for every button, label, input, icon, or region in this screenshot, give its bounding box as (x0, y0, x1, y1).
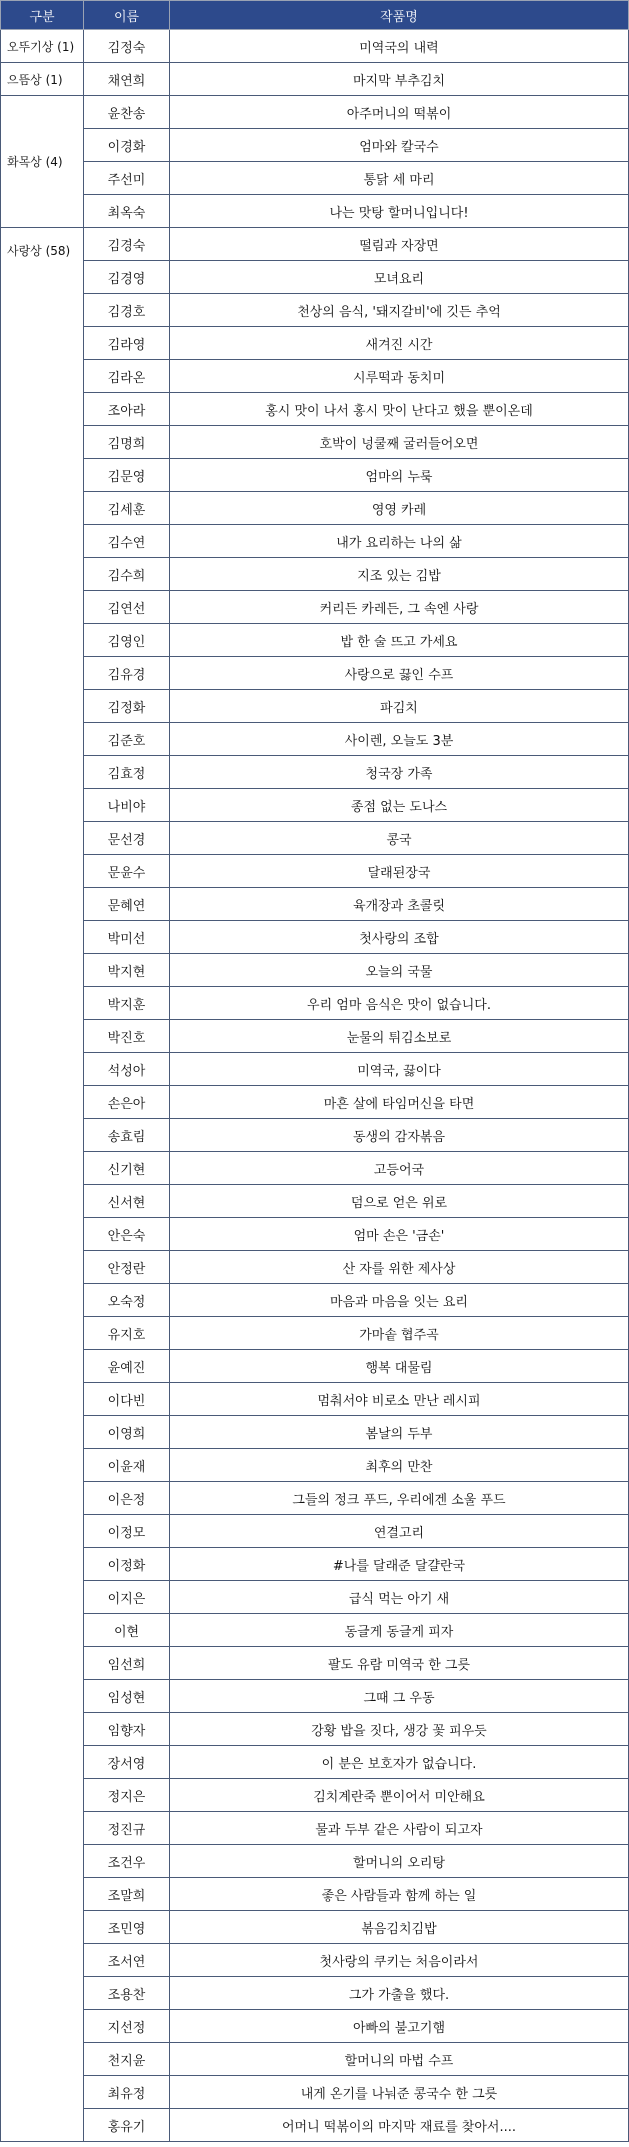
winner-name-cell: 송효림 (84, 1119, 170, 1152)
work-title-cell: 눈물의 튀김소보로 (170, 1020, 629, 1053)
work-title-cell: 오늘의 국물 (170, 954, 629, 987)
work-title-cell: 달래된장국 (170, 855, 629, 888)
work-title-cell: 첫사랑의 쿠키는 처음이라서 (170, 1944, 629, 1977)
table-row (1, 162, 629, 195)
table-row (1, 624, 629, 657)
winner-name-cell: 조용찬 (84, 1977, 170, 2010)
winner-name-cell: 정진규 (84, 1812, 170, 1845)
winner-name-cell: 정지은 (84, 1779, 170, 1812)
table-row (1, 1944, 629, 1977)
work-title-cell: 마흔 살에 타임머신을 타면 (170, 1086, 629, 1119)
table-row (1, 789, 629, 822)
table-row (1, 2076, 629, 2109)
table-row (1, 30, 629, 63)
award-category-cell: 화목상 (4) (1, 96, 84, 228)
work-title-cell: 사랑으로 끓인 수프 (170, 657, 629, 690)
work-title-cell: 최후의 만찬 (170, 1449, 629, 1482)
winner-name-cell: 이정화 (84, 1548, 170, 1581)
winner-name-cell: 조서연 (84, 1944, 170, 1977)
work-title-cell: 아빠의 불고기햄 (170, 2010, 629, 2043)
work-title-cell: 가마솥 협주곡 (170, 1317, 629, 1350)
work-title-cell: 김치계란죽 뿐이어서 미안해요 (170, 1779, 629, 1812)
winner-name-cell: 김문영 (84, 459, 170, 492)
table-row (1, 393, 629, 426)
table-row (1, 1647, 629, 1680)
table-row (1, 690, 629, 723)
winner-name-cell: 이현 (84, 1614, 170, 1647)
table-row (1, 1218, 629, 1251)
winner-name-cell: 문윤수 (84, 855, 170, 888)
table-row (1, 1548, 629, 1581)
table-row (1, 1053, 629, 1086)
table-row (1, 591, 629, 624)
work-title-cell: 엄마 손은 '금손' (170, 1218, 629, 1251)
work-title-cell: 커리든 카레든, 그 속엔 사랑 (170, 591, 629, 624)
table-row (1, 228, 629, 261)
work-title-cell: 팔도 유람 미역국 한 그릇 (170, 1647, 629, 1680)
table-row (1, 1779, 629, 1812)
winner-name-cell: 조아라 (84, 393, 170, 426)
work-title-cell: 우리 엄마 음식은 맛이 없습니다. (170, 987, 629, 1020)
table-row (1, 1317, 629, 1350)
winner-name-cell: 오숙정 (84, 1284, 170, 1317)
winner-name-cell: 이경화 (84, 129, 170, 162)
table-row (1, 261, 629, 294)
table-row (1, 2010, 629, 2043)
table-row (1, 1746, 629, 1779)
work-title-cell: 할머니의 마법 수프 (170, 2043, 629, 2076)
work-title-cell: 엄마의 누룩 (170, 459, 629, 492)
work-title-cell: 육개장과 초콜릿 (170, 888, 629, 921)
table-row (1, 822, 629, 855)
winner-name-cell: 김라영 (84, 327, 170, 360)
work-title-cell: 호박이 넝쿨째 굴러들어오면 (170, 426, 629, 459)
winner-name-cell: 김효정 (84, 756, 170, 789)
winner-name-cell: 주선미 (84, 162, 170, 195)
work-title-cell: 미역국, 끓이다 (170, 1053, 629, 1086)
winner-name-cell: 조민영 (84, 1911, 170, 1944)
table-row (1, 2109, 629, 2142)
table-row (1, 1515, 629, 1548)
table-row (1, 1350, 629, 1383)
table-row (1, 756, 629, 789)
table-row (1, 558, 629, 591)
table-row (1, 327, 629, 360)
table-row (1, 360, 629, 393)
table-body (1, 30, 629, 2142)
work-title-cell: 청국장 가족 (170, 756, 629, 789)
table-header-row (1, 1, 629, 30)
table-row (1, 525, 629, 558)
winner-name-cell: 윤찬송 (84, 96, 170, 129)
work-title-cell: 첫사랑의 조합 (170, 921, 629, 954)
work-title-cell: 내게 온기를 나눠준 콩국수 한 그릇 (170, 2076, 629, 2109)
work-title-cell: 물과 두부 같은 사람이 되고자 (170, 1812, 629, 1845)
table-row (1, 129, 629, 162)
winner-name-cell: 임향자 (84, 1713, 170, 1746)
winner-name-cell: 김정화 (84, 690, 170, 723)
work-title-cell: 그때 그 우동 (170, 1680, 629, 1713)
table-row (1, 426, 629, 459)
work-title-cell: 콩국 (170, 822, 629, 855)
work-title-cell: 좋은 사람들과 함께 하는 일 (170, 1878, 629, 1911)
work-title-cell: 영영 카레 (170, 492, 629, 525)
work-title-cell: 동글게 동글게 피자 (170, 1614, 629, 1647)
work-title-cell: 할머니의 오리탕 (170, 1845, 629, 1878)
table-row (1, 888, 629, 921)
table-row (1, 723, 629, 756)
work-title-cell: 지조 있는 김밥 (170, 558, 629, 591)
work-title-cell: 급식 먹는 아기 새 (170, 1581, 629, 1614)
winner-name-cell: 김경숙 (84, 228, 170, 261)
table-row (1, 96, 629, 129)
table-row (1, 1812, 629, 1845)
winner-name-cell: 석성아 (84, 1053, 170, 1086)
header-category: 구분 (1, 1, 84, 30)
table-row (1, 1383, 629, 1416)
work-title-cell: 엄마와 칼국수 (170, 129, 629, 162)
work-title-cell: 어머니 떡볶이의 마지막 재료를 찾아서.... (170, 2109, 629, 2142)
table-row (1, 1680, 629, 1713)
table-row (1, 2043, 629, 2076)
winner-name-cell: 김라온 (84, 360, 170, 393)
work-title-cell: 천상의 음식, '돼지갈비'에 깃든 추억 (170, 294, 629, 327)
winner-name-cell: 조건우 (84, 1845, 170, 1878)
table-row (1, 1614, 629, 1647)
table-row (1, 1284, 629, 1317)
work-title-cell: 연결고리 (170, 1515, 629, 1548)
winner-name-cell: 김수연 (84, 525, 170, 558)
table-row (1, 1185, 629, 1218)
winner-name-cell: 장서영 (84, 1746, 170, 1779)
winner-name-cell: 임성현 (84, 1680, 170, 1713)
winner-name-cell: 이지은 (84, 1581, 170, 1614)
winner-name-cell: 지선정 (84, 2010, 170, 2043)
table-row (1, 1911, 629, 1944)
winner-name-cell: 신기현 (84, 1152, 170, 1185)
winner-name-cell: 손은아 (84, 1086, 170, 1119)
winner-name-cell: 김명희 (84, 426, 170, 459)
work-title-cell: 그들의 정크 푸드, 우리에겐 소울 푸드 (170, 1482, 629, 1515)
winner-name-cell: 이다빈 (84, 1383, 170, 1416)
work-title-cell: 파김치 (170, 690, 629, 723)
table-row (1, 459, 629, 492)
table-row (1, 954, 629, 987)
work-title-cell: 나는 맛탕 할머니입니다! (170, 195, 629, 228)
table-row (1, 1020, 629, 1053)
work-title-cell: #나를 달래준 달걀란국 (170, 1548, 629, 1581)
winner-name-cell: 박지현 (84, 954, 170, 987)
work-title-cell: 봄날의 두부 (170, 1416, 629, 1449)
winner-name-cell: 김준호 (84, 723, 170, 756)
winner-name-cell: 김연선 (84, 591, 170, 624)
winner-name-cell: 박지훈 (84, 987, 170, 1020)
work-title-cell: 통닭 세 마리 (170, 162, 629, 195)
work-title-cell: 그가 가출을 했다. (170, 1977, 629, 2010)
work-title-cell: 이 분은 보호자가 없습니다. (170, 1746, 629, 1779)
work-title-cell: 마음과 마음을 잇는 요리 (170, 1284, 629, 1317)
work-title-cell: 동생의 감자볶음 (170, 1119, 629, 1152)
table-row (1, 855, 629, 888)
table-row (1, 1581, 629, 1614)
table-row (1, 657, 629, 690)
table-row (1, 1977, 629, 2010)
work-title-cell: 내가 요리하는 나의 삶 (170, 525, 629, 558)
winner-name-cell: 임선희 (84, 1647, 170, 1680)
award-category-cell: 사랑상 (58) (1, 228, 84, 2142)
table-row (1, 294, 629, 327)
work-title-cell: 마지막 부추김치 (170, 63, 629, 96)
table-row (1, 1119, 629, 1152)
work-title-cell: 멈춰서야 비로소 만난 레시피 (170, 1383, 629, 1416)
work-title-cell: 볶음김치김밥 (170, 1911, 629, 1944)
winner-name-cell: 유지호 (84, 1317, 170, 1350)
table-row (1, 1482, 629, 1515)
table-row (1, 1845, 629, 1878)
winner-name-cell: 채연희 (84, 63, 170, 96)
winner-name-cell: 박진호 (84, 1020, 170, 1053)
winner-name-cell: 안은숙 (84, 1218, 170, 1251)
winner-name-cell: 문선경 (84, 822, 170, 855)
winner-name-cell: 김수희 (84, 558, 170, 591)
winner-name-cell: 김영인 (84, 624, 170, 657)
winner-name-cell: 문혜연 (84, 888, 170, 921)
table-row (1, 1086, 629, 1119)
winner-name-cell: 안정란 (84, 1251, 170, 1284)
work-title-cell: 덤으로 얻은 위로 (170, 1185, 629, 1218)
table-row (1, 1449, 629, 1482)
work-title-cell: 고등어국 (170, 1152, 629, 1185)
winner-name-cell: 김경영 (84, 261, 170, 294)
winner-name-cell: 최옥숙 (84, 195, 170, 228)
winner-name-cell: 김유경 (84, 657, 170, 690)
work-title-cell: 미역국의 내력 (170, 30, 629, 63)
work-title-cell: 밥 한 술 뜨고 가세요 (170, 624, 629, 657)
work-title-cell: 홍시 맛이 나서 홍시 맛이 난다고 했을 뿐이온데 (170, 393, 629, 426)
winner-name-cell: 조말희 (84, 1878, 170, 1911)
table-row (1, 1713, 629, 1746)
header-name: 이름 (84, 1, 170, 30)
winner-name-cell: 이영희 (84, 1416, 170, 1449)
winner-name-cell: 홍유기 (84, 2109, 170, 2142)
table-row (1, 492, 629, 525)
winner-name-cell: 나비야 (84, 789, 170, 822)
winner-name-cell: 윤예진 (84, 1350, 170, 1383)
winner-name-cell: 김경호 (84, 294, 170, 327)
work-title-cell: 행복 대물림 (170, 1350, 629, 1383)
table-row (1, 195, 629, 228)
work-title-cell: 종점 없는 도나스 (170, 789, 629, 822)
table-row (1, 987, 629, 1020)
winner-name-cell: 이윤재 (84, 1449, 170, 1482)
winner-name-cell: 김세훈 (84, 492, 170, 525)
table-row (1, 1878, 629, 1911)
winner-name-cell: 천지윤 (84, 2043, 170, 2076)
award-category-cell: 으뜸상 (1) (1, 63, 84, 96)
winner-name-cell: 신서현 (84, 1185, 170, 1218)
work-title-cell: 강황 밥을 짓다, 생강 꽃 피우듯 (170, 1713, 629, 1746)
winner-name-cell: 최유정 (84, 2076, 170, 2109)
work-title-cell: 아주머니의 떡볶이 (170, 96, 629, 129)
header-title: 작품명 (170, 1, 629, 30)
winner-name-cell: 김정숙 (84, 30, 170, 63)
table-row (1, 1416, 629, 1449)
work-title-cell: 사이렌, 오늘도 3분 (170, 723, 629, 756)
work-title-cell: 모녀요리 (170, 261, 629, 294)
work-title-cell: 산 자를 위한 제사상 (170, 1251, 629, 1284)
table-row (1, 63, 629, 96)
winner-name-cell: 박미선 (84, 921, 170, 954)
table-row (1, 1251, 629, 1284)
winner-name-cell: 이정모 (84, 1515, 170, 1548)
work-title-cell: 떨림과 자장면 (170, 228, 629, 261)
work-title-cell: 시루떡과 동치미 (170, 360, 629, 393)
winner-name-cell: 이은정 (84, 1482, 170, 1515)
work-title-cell: 새겨진 시간 (170, 327, 629, 360)
table-row (1, 921, 629, 954)
table-row (1, 1152, 629, 1185)
award-category-cell: 오뚜기상 (1) (1, 30, 84, 63)
